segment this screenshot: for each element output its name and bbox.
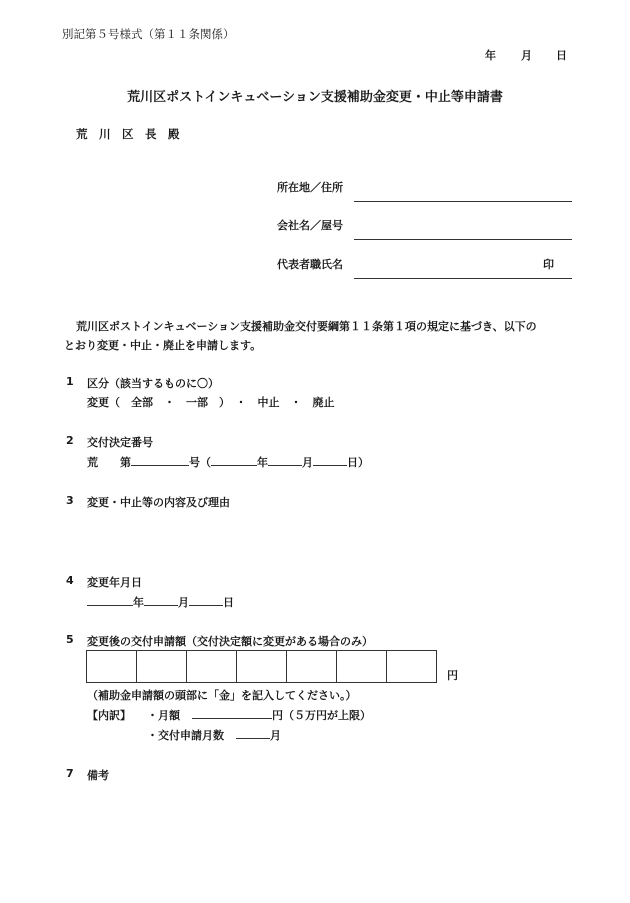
months-unit: 月 (270, 729, 281, 742)
change-month-label: 月 (178, 596, 189, 609)
form-id: 別記第５号様式（第１１条関係） (62, 27, 235, 41)
section1-options[interactable]: 変更（ 全部 ・ 一部 ） ・ 中止 ・ 廃止 (87, 396, 335, 409)
company-label: 会社名／屋号 (277, 219, 343, 232)
months-label: ・交付申請月数 (147, 729, 224, 742)
section4-number: 4 (66, 574, 74, 587)
section3-number: 3 (66, 494, 74, 507)
date-year-label: 年 (485, 49, 496, 62)
breakdown-label: 【内訳】 (87, 709, 131, 722)
decision-day-field[interactable] (313, 454, 347, 466)
page-title: 荒川区ポストインキュベーション支援補助金変更・中止等申請書 (127, 90, 503, 105)
change-year-label: 年 (133, 596, 144, 609)
amount-digit-box[interactable] (187, 651, 237, 683)
change-month-field[interactable] (144, 594, 178, 606)
representative-label: 代表者職氏名 (277, 258, 343, 271)
change-year-field[interactable] (87, 594, 133, 606)
section2-number: 2 (66, 434, 74, 447)
decision-month-label: 月 (302, 456, 313, 469)
seal-mark: 印 (543, 258, 554, 271)
intro-line-2: とおり変更・中止・廃止を申請します。 (64, 339, 262, 352)
date-month-label: 月 (521, 49, 532, 62)
intro-line-1: 荒川区ポストインキュベーション支援補助金交付要綱第１１条第１項の規定に基づき、以下の (76, 320, 537, 333)
amount-digit-box[interactable] (387, 651, 437, 683)
section5-heading: 変更後の交付申請額（交付決定額に変更がある場合のみ） (87, 635, 373, 648)
decision-year-field[interactable] (211, 454, 257, 466)
monthly-amount-field[interactable] (192, 707, 272, 719)
amount-digit-box[interactable] (87, 651, 137, 683)
address-label: 所在地／住所 (277, 181, 343, 194)
section1-heading: 区分（該当するものに〇） (87, 377, 219, 390)
months-field[interactable] (236, 727, 270, 739)
amount-note: （補助金申請額の頭部に「金」を記入してください。） (87, 689, 357, 702)
change-date-line (87, 594, 234, 610)
date-day-label: 日 (556, 49, 567, 62)
amount-yen-label: 円 (447, 669, 458, 682)
decision-number-line (87, 454, 369, 470)
change-day-field[interactable] (189, 594, 223, 606)
section7-heading: 備考 (87, 769, 109, 782)
decision-month-field[interactable] (268, 454, 302, 466)
ara-label: 荒 (87, 456, 98, 469)
decision-year-label: 年 (257, 456, 268, 469)
decision-day-label: 日） (347, 456, 369, 469)
monthly-amount-unit: 円（５万円が上限） (272, 709, 371, 722)
section4-heading: 変更年月日 (87, 576, 142, 589)
section5-number: 5 (66, 633, 74, 646)
section3-heading: 変更・中止等の内容及び理由 (87, 496, 230, 509)
amount-digit-box[interactable] (237, 651, 287, 683)
change-day-label: 日 (223, 596, 234, 609)
amount-boxes (86, 650, 437, 683)
amount-digit-box[interactable] (137, 651, 187, 683)
go-label: 号（ (189, 456, 211, 469)
section7-number: 7 (66, 767, 74, 780)
address-field[interactable] (354, 201, 572, 202)
representative-field[interactable] (354, 278, 572, 279)
section2-heading: 交付決定番号 (87, 436, 153, 449)
monthly-amount-label: ・月額 (147, 709, 180, 722)
company-field[interactable] (354, 239, 572, 240)
amount-digit-box[interactable] (337, 651, 387, 683)
months-line (147, 727, 281, 743)
amount-digit-box[interactable] (287, 651, 337, 683)
monthly-amount-line (147, 707, 371, 723)
addressee: 荒 川 区 長 殿 (76, 127, 180, 141)
section1-number: 1 (66, 375, 74, 388)
dai-label: 第 (120, 456, 131, 469)
decision-number-field[interactable] (131, 454, 189, 466)
